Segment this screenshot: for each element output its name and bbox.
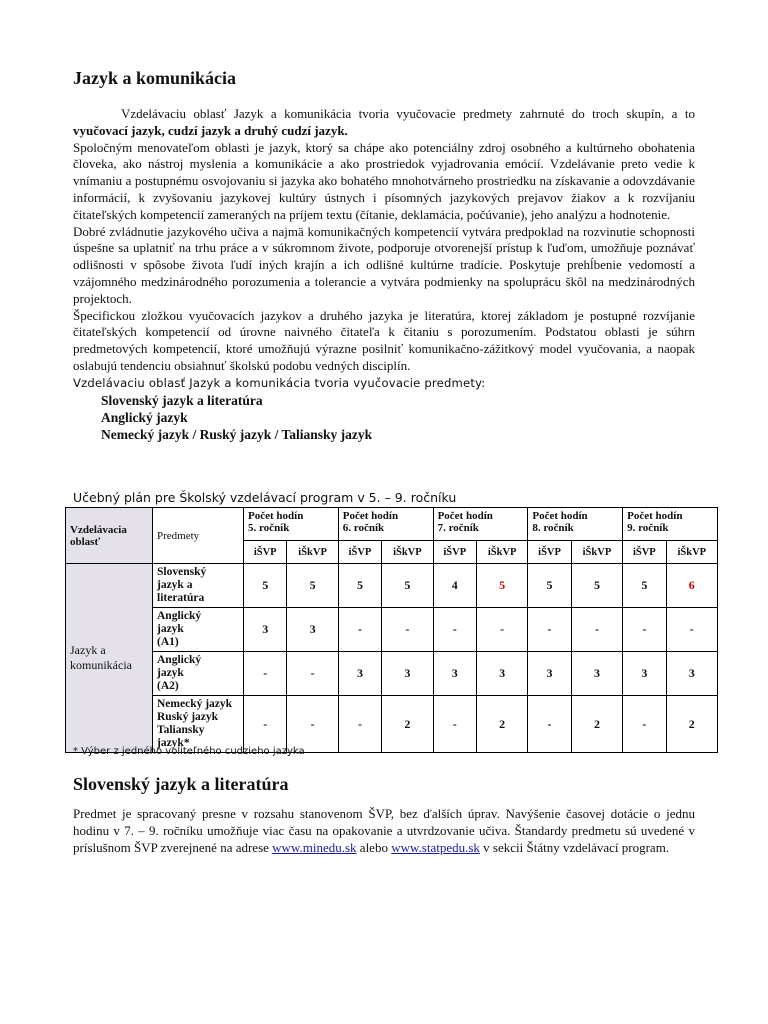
subject-line: Nemecký jazyk bbox=[157, 698, 233, 710]
hours-cell: - bbox=[244, 696, 287, 753]
hours-cell: 5 bbox=[382, 564, 433, 608]
grade-header-line: 9. ročník bbox=[627, 522, 669, 534]
subject-cell bbox=[153, 608, 244, 652]
svp-header: iŠVP bbox=[338, 541, 381, 564]
subject-line: jazyk bbox=[157, 667, 184, 679]
subjects-header: Predmety bbox=[153, 508, 244, 564]
table-body bbox=[66, 564, 718, 753]
hours-cell: - bbox=[338, 696, 381, 753]
hours-cell: - bbox=[433, 608, 476, 652]
grade-header-line: Počet hodín bbox=[342, 510, 399, 522]
svp-header: iŠVP bbox=[433, 541, 476, 564]
area-line: komunikácia bbox=[70, 658, 132, 672]
hours-cell: 3 bbox=[571, 652, 622, 696]
grade-header-line: 7. ročník bbox=[437, 522, 479, 534]
table-row bbox=[66, 564, 718, 608]
intro-paragraph-3: Dobré zvládnutie jazykového učiva a najmä komunikačných kompetencií vytvára predpoklad na rozvinutie schopnosti úspešne sa uplatniť na trhu práce a v súkromnom živote, podporuje otvorenejší prístup k ľuďom, umožňuje poznávať odlišnosti v spôsobe života ľudí iných krajín a ich odlišné kultúrne tradície. Poskytuje prehĺbenie vedomostí a vzájomného medzinárodného porozumenia a tolerancie a vytvára podmienky na spoluprácu škôl na medzinárodných projektoch. bbox=[73, 223, 695, 306]
subject-line: Anglický bbox=[157, 610, 202, 622]
grade-header-line: Počet hodín bbox=[627, 510, 683, 522]
intro-block bbox=[73, 106, 695, 443]
statpedu-link[interactable]: www.statpedu.sk bbox=[391, 839, 480, 855]
subject-line: Taliansky jazyk* bbox=[157, 724, 205, 749]
section-heading: Slovenský jazyk a literatúra bbox=[73, 774, 289, 794]
subject-item: Anglický jazyk bbox=[101, 409, 188, 425]
intro-paragraph-2: Spoločným menovateľom oblasti je jazyk, ktorý sa chápe ako potenciálny zdroj osobného a kultúrneho obohatenia človeka, ako nástroj myslenia a komunikácie a ako prostriedok vyjadrovania emócií. Vzdelávanie preto vedie k vnímaniu a postupnému osvojovaniu si jazyka ako bohatého mnohotvárneho prostriedku na získavanie a odovzdávanie informácií, k zvyšovaniu jazykovej kultúry ústnych i písomných jazykových prejavov žiakov a k rozvíjaniu čitateľských kompetencií zameraných na príjem textu (čítanie, deklamácia, počúvanie), jeho analýzu a hodnotenie. bbox=[73, 139, 695, 222]
intro-paragraph-5: Vzdelávaciu oblasť Jazyk a komunikácia tvoria vyučovacie predmety: bbox=[73, 375, 486, 390]
hours-cell: - bbox=[287, 652, 338, 696]
subject-line: jazyk bbox=[157, 623, 184, 635]
subject-line: jazyk a bbox=[157, 579, 193, 591]
hours-cell: 2 bbox=[571, 696, 622, 753]
hours-cell: 5 bbox=[623, 564, 666, 608]
hours-cell: 3 bbox=[528, 652, 571, 696]
minedu-link[interactable]: www.minedu.sk bbox=[272, 839, 357, 855]
area-header bbox=[66, 508, 153, 564]
subject-line: Slovenský bbox=[157, 566, 207, 578]
hours-cell: - bbox=[528, 608, 571, 652]
hours-cell: - bbox=[476, 608, 527, 652]
svk-block bbox=[73, 806, 695, 856]
plan-caption: Učebný plán pre Školský vzdelávací program v 5. – 9. ročníku bbox=[73, 490, 457, 505]
hours-cell: 5 bbox=[571, 564, 622, 608]
subject-cell bbox=[153, 652, 244, 696]
hours-cell: - bbox=[338, 608, 381, 652]
table-row bbox=[66, 608, 718, 652]
hours-cell: - bbox=[433, 696, 476, 753]
hours-cell: 3 bbox=[433, 652, 476, 696]
table-row bbox=[66, 696, 718, 753]
hours-cell: 3 bbox=[623, 652, 666, 696]
svk-text: alebo bbox=[356, 839, 392, 855]
subject-item: Slovenský jazyk a literatúra bbox=[101, 392, 263, 408]
hours-cell: - bbox=[623, 696, 666, 753]
hours-cell: 5 bbox=[528, 564, 571, 608]
hours-cell: 5 bbox=[287, 564, 338, 608]
grade-header-line: Počet hodín bbox=[248, 510, 304, 522]
hours-cell: 3 bbox=[287, 608, 338, 652]
hours-cell: 5 bbox=[476, 564, 527, 608]
grade-header bbox=[433, 508, 528, 541]
subject-cell bbox=[153, 564, 244, 608]
area-line: Jazyk a bbox=[70, 643, 106, 657]
subject-line: Anglický bbox=[157, 654, 202, 666]
svk-text: Predmet je spracovaný presne v rozsahu stanovenom ŠVP, bez ďalších úprav. Navýšenie časovej dotácie o jednu hodinu v 7. – 9. ročníku umožňuje viac času na opakovanie a utvrdzovanie učiva. Štandardy predmetu sú uvedené v príslušnom ŠVP zverejnené na adrese bbox=[73, 806, 695, 855]
svk-text: v sekcii Štátny vzdelávací program. bbox=[479, 839, 670, 855]
hours-cell: 4 bbox=[433, 564, 476, 608]
skvp-header: iŠkVP bbox=[287, 541, 338, 564]
hours-cell: 3 bbox=[244, 608, 287, 652]
table-row bbox=[66, 652, 718, 696]
hours-cell: 2 bbox=[666, 696, 717, 753]
intro-text: Vzdelávaciu oblasť Jazyk a komunikácia tvoria vyučovacie predmety zahrnuté do troch skupín, a to bbox=[121, 106, 695, 121]
grade-header bbox=[338, 508, 433, 541]
hours-cell: - bbox=[666, 608, 717, 652]
subject-line: (A2) bbox=[157, 680, 179, 692]
grade-header bbox=[623, 508, 718, 541]
hours-cell: 3 bbox=[476, 652, 527, 696]
grade-header bbox=[528, 508, 623, 541]
area-cell bbox=[66, 564, 153, 753]
subject-item: Nemecký jazyk / Ruský jazyk / Taliansky jazyk bbox=[101, 426, 373, 442]
grade-header-line: 5. ročník bbox=[248, 522, 290, 534]
area-header-line: oblasť bbox=[70, 535, 101, 548]
grade-header bbox=[244, 508, 339, 541]
svp-header: iŠVP bbox=[623, 541, 666, 564]
skvp-header: iŠkVP bbox=[476, 541, 527, 564]
hours-cell: 3 bbox=[338, 652, 381, 696]
hours-cell: 2 bbox=[382, 696, 433, 753]
skvp-header: iŠkVP bbox=[666, 541, 717, 564]
svk-paragraph bbox=[73, 806, 695, 856]
svp-header: iŠVP bbox=[244, 541, 287, 564]
hours-cell: 3 bbox=[382, 652, 433, 696]
section-heading: Jazyk a komunikácia bbox=[73, 68, 237, 88]
hours-cell: - bbox=[382, 608, 433, 652]
subject-cell bbox=[153, 696, 244, 753]
grade-header-line: Počet hodín bbox=[532, 510, 588, 522]
grade-header-line: Počet hodín bbox=[437, 510, 493, 522]
hours-cell: - bbox=[571, 608, 622, 652]
svp-header: iŠVP bbox=[528, 541, 571, 564]
hours-cell: 5 bbox=[244, 564, 287, 608]
hours-cell: 5 bbox=[338, 564, 381, 608]
grade-header-line: 6. ročník bbox=[342, 522, 385, 534]
subject-line: (A1) bbox=[157, 636, 179, 648]
hours-cell: 3 bbox=[666, 652, 717, 696]
hours-cell: - bbox=[244, 652, 287, 696]
subjects-list bbox=[101, 392, 695, 443]
skvp-header: iŠkVP bbox=[382, 541, 433, 564]
curriculum-table bbox=[65, 507, 718, 753]
hours-cell: - bbox=[528, 696, 571, 753]
subject-line: Ruský jazyk bbox=[157, 711, 219, 723]
subject-line: literatúra bbox=[157, 592, 205, 604]
hours-cell: - bbox=[623, 608, 666, 652]
table-footnote: * Výber z jedného voliteľného cudzieho jazyka bbox=[73, 746, 305, 757]
intro-paragraph-4: Špecifickou zložkou vyučovacích jazykov a druhého jazyka je literatúra, ktorej základom je postupné rozvíjanie čitateľských kompetencií od úrovne naivného čitateľa k čitaniu s porozumením. Podstatou oblasti je súhrn predmetových kompetencií, ktoré umožňujú výrazne posilniť komunikačno-zážitkový model vyučovania, a naopak oslabujú tendenciu obsiahnuť školskú podobu vedných disciplín. bbox=[73, 307, 695, 373]
hours-cell: 2 bbox=[476, 696, 527, 753]
hours-cell: - bbox=[287, 696, 338, 753]
grade-header-line: 8. ročník bbox=[532, 522, 574, 534]
hours-cell: 6 bbox=[666, 564, 717, 608]
area-header-line: Vzdelávacia bbox=[70, 523, 127, 536]
skvp-header: iŠkVP bbox=[571, 541, 622, 564]
intro-paragraph-1 bbox=[73, 106, 695, 140]
intro-bold-text: vyučovací jazyk, cudzí jazyk a druhý cudzí jazyk. bbox=[73, 122, 348, 138]
